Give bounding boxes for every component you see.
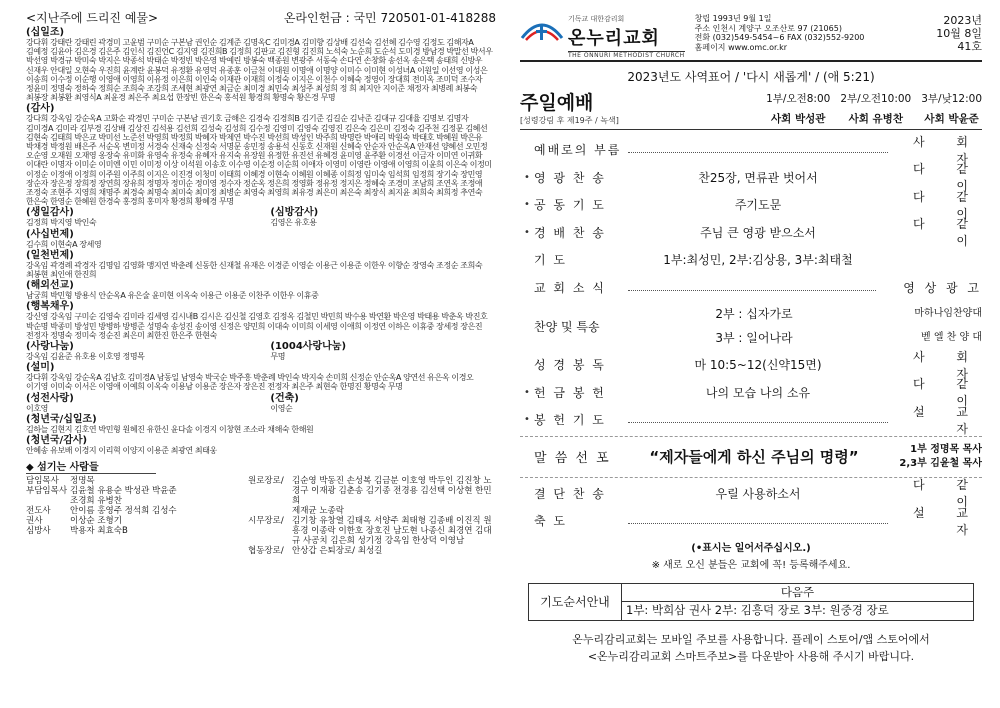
offering-header xyxy=(26,8,496,26)
section-youth-tithe: (청년국/십일조) 김하늘 김현지 김호연 박민형 원혜진 유한신 윤다솔 이경지 이창현 조소라 채해숙 한해원 xyxy=(26,413,314,434)
newcomer-note: ※ 새로 오신 분들은 교회에 꼭! 등록해주세요. xyxy=(651,559,851,571)
church-name-block xyxy=(568,14,685,59)
order-row: 기 도 1부:최성민, 2부:김상용, 3부:최태철 xyxy=(534,253,853,268)
denomination: 기독교 대한감리회 xyxy=(568,15,625,23)
church-address: 창립 1993년 9월 1일 주소 인천시 계양구 오조산로 97 (21065) 전화 (032)549-5454~6 FAX (032)552-9200 홈페이지 www.omc.or.kr xyxy=(694,14,865,52)
section-40: (사십번제) 김수희 이현숙A 장세영 xyxy=(26,228,102,249)
order-row: 축 도 설 교 자 xyxy=(534,505,982,537)
staff-heading: ◆ 섬기는 사람들 xyxy=(26,458,156,474)
order-row: • 경 배 찬 송 주님 큰 영광 받으소서 다 같 이 xyxy=(524,217,982,249)
pair-temple: (성전사랑) 이호영 (건축) 이영순 xyxy=(26,392,299,413)
section-tithe: (십일조) 강다휘 강태란 강태린 곽경미 고윤범 구미순 구본남 권인순 김계준 김명옥C 김미경A 김미향 김상배 김선숙 김선혜 김수영 김정도 김해자A 김예정 김윤아 김은경 김은주 김인식 김진언C 김지영 김진희B 김정희 김판교 김진형 김진희 노석숙 노순희 도순석 도미경 방남경 박말선 박서우 박선영 박경규 박미숙 박지은 박종석 박태순 박정빈 박은영 박예린 방봉숙 백종원 변광주 서동숙 손다연 손창화 송선옥 송은택 송태희 신방우 신재우 안대일 오현숙 우진희 윤계란 윤봉덕 유정환 유영덕 유종훈 이금천 이대원 이명애 이명양 이미수 이미현 이성녀A 이원일 이선영 이성은 이송희 이수정 이순행 이영애 이영희 이유정 이은희 이인숙 이재관 이재희 이정숙 이지은 이천수 이혜숙 정영이 장대희 전미옥 조미덕 조수자 정윤미 정명숙 정하숙 정희순 조희숙 조강희 조세현 최광연 최금순 최미경 최민숙 최성주 최성희 정 희 최지안 지이준 채정자 최병례 최봉숙 최봉장 최봉환 최영식A 최윤경 최은주 최요섭 한장빈 한은숙 홍석원 황경희 황명숙 황은경 무명 xyxy=(26,27,493,103)
offering-title: <지난주에 드리진 예물> xyxy=(26,10,159,25)
section-1000: (일천번제) 강옥임 곽경례 곽경자 김명임 김영화 맹지연 박춘례 신동한 신재철 유재은 이경준 이영순 이용근 이용준 이한우 이향순 장영숙 조정순 조희숙 최봉현 최인애 한진희 xyxy=(26,249,483,280)
service-title: 주일예배 xyxy=(520,92,594,114)
section-thanks: (감사) 강다희 강옥임 강순옥A 고화순 곽경민 구미순 구본남 권기호 금해은 김경숙 김경희B 김기준 김길순 김낙준 김대규 김대율 김명보 김명자 김미경A 김미라 김부경 김상배 김상진 김석용 김선희 김성숙 김성희 김수정 김영미 김영숙 김영진 김은숙 김은미 김정숙 김주천 김정문 김혜선 김현숙 김태희 박은교 박미선 노준선 박영희 박정희 박혜자 박제연 박수진 박선희 박성인 박주희 박명란 박애리 박원숙 박태호 박혜원 박은유 박채경 박정원 배은주 서순옥 변미정 서경숙 신재숙 신정숙 서명문 송민정 송용석 신동호 신재원 신혜숙 안순자 안순옥A 안재선 양혜선 오민정 오순영 오재원 오재영 옹장숙 유미화 유영숙 유정숙 유혜자 유지숙 유장원 유정한 유진선 유혜경 윤미영 윤주환 이경선 이금자 이미연 이귀화 이대란 이명자 이미순 이미엔 이민 이미정 이상 이석원 이송호 이수영 이순정 이순희 이애자 이영미 이영란 이영애 이영희 이윤희 이은숙 이정미 이정순 이정애 이정희 이주원 이주희 이지은 이진경 이청미 이태희 이혜경 이현숙 이혜원 이혜종 이희정 임미숙 임석희 임정희 장기숙 장민영 장순자 장은정 장희정 장연희 장유희 정명자 정미순 정미영 정수자 정순옥 정은희 정영화 정유정 정지은 정혜숙 조경미 조남희 조연옥 조정애 조정숙 조현주 지영희 채명주 최경숙 최명숙 최미숙 최미정 최병순 최영숙 최영희 최유경 최은미 최은숙 최장식 최지윤 최희숙 최희정 추연숙 한은숙 한영순 한혜원 한경숙 홍경희 홍미자 황경희 황혜경 무명 xyxy=(26,103,492,207)
special-music-row: 찬양 및 특송 2부 : 십자가로 3부 : 일어나라 마하나임찬양대 벧 엘 찬 양 대 xyxy=(534,307,982,345)
church-header xyxy=(520,8,982,62)
mobile-bulletin-note: 온누리감리교회는 모바일 주보를 사용합니다. 플레이 스토어/앱 스토어에서 <온누리감리교회 스마트주보>를 다운받아 사용해 주시기 바랍니다. xyxy=(572,632,930,663)
church-name-en: THE ONNURI METHODIST CHURCH xyxy=(568,52,685,59)
standing-note: (•표시는 일어서주십시오.) xyxy=(691,542,811,554)
order-row: 교 회 소 식 영 상 광 고 xyxy=(534,280,982,295)
offering-panel xyxy=(26,8,496,700)
bulletin-date: 2023년 10월 8일 41호 xyxy=(936,14,982,53)
section-seolmi: (설미) 강다휘 강옥임 강순옥A 김남호 김미경A 남동일 남영숙 박국순 박주흥 박춘례 박인숙 박지숙 손미희 신정순 안순옥A 양연선 유은옥 이경오 이기영 이미숙 이서은 이영애 이예희 이옥숙 이용남 이용준 장은자 장은진 전정자 최은주 최현숙 한명진 황명숙 무명 xyxy=(26,362,474,392)
section-youth-thanks: (청년국/감사) 안혜송 유보배 이경지 이리혁 이양지 이용준 최광연 최태웅 xyxy=(26,435,217,456)
sermon-row: 말 씀 선 포 “제자들에게 하신 주님의 명령” 1부 정명목 목사 2,3부 김윤철 목사 xyxy=(520,436,982,478)
service-header xyxy=(520,88,982,130)
order-row: • 헌 금 봉 헌 나의 모습 나의 소유 다 같 이 xyxy=(524,377,982,409)
yearly-theme: 2023년도 사역표어 / '다시 새롭게' / (애 5:21) xyxy=(627,70,875,84)
order-row: 예배로의 부름 사 회 자 xyxy=(534,134,982,166)
service-season: [성령강림 후 제19주 / 녹색] xyxy=(520,116,619,125)
section-happy: (행복채우) 강신영 강옥임 구미순 김영숙 김미라 김세영 김시내B 김시은 김신철 김영호 김정옥 김철민 박민희 박수용 박연환 박은영 박태용 박춘옥 박진호 박순명 박종미 방성민 방병하 방병준 성명숙 송성진 송이영 신정은 양민희 이대숙 이미희 이세영 이애희 이정연 이하은 이휴중 장세정 장은진 전정자 정명숙 정미숙 정순진 최은미 최한진 한은주 한현숙 xyxy=(26,301,488,340)
church-name: 온누리교회 xyxy=(568,28,660,49)
prayer-schedule: 기도순서안내 다음주 1부: 박희삼 권사 2부: 김흥덕 장로 3부: 원중경 장로 xyxy=(528,583,974,621)
church-logo-icon xyxy=(520,18,564,48)
service-times: 1부/오전8:00 사회 박성관 2부/오전10:00 사회 유병찬 3부/낮12:00 사회 박윤준 xyxy=(766,93,982,125)
order-row: • 봉 헌 기 도 설 교 자 xyxy=(524,404,982,436)
sermon-title: “제자들에게 하신 주님의 명령” xyxy=(649,448,859,466)
pair-birthday-visit: (생일감사) 김정희 박지영 박인숙 (심방감사) 김영은 유호용 xyxy=(26,207,319,228)
staff-list: 담임목사 정명목 부담임목사 김윤철 유용순 박성관 박윤준 조경희 유병찬 전도사 안이름 홍영주 정석희 김성수 권사 이상순 조형기 심방사 박용자 최효숙B 원로장로/ 김순영 박동진 손성복 김금분 이호영 박두인 김진창 노경구 이재광 김춘송 김기종 전경용 김선택 이상현 한민희 제재균 노종락 시무장로/ 김기창 유창열 김태옥 서양주 최태형 김종배 이진직 원흥경 이종락 이한호 장호진 남도현 나종신 최경연 김대규 사공치 김은희 성기정 강옥임 한상덕 이영남 협동장로/ 안상갑 은퇴장로/ 최성길 xyxy=(26,476,492,557)
worship-panel xyxy=(520,8,982,700)
order-row: 결 단 찬 송 우릴 사용하소서 다 같 이 xyxy=(534,478,982,510)
order-of-worship xyxy=(520,136,982,535)
order-row: 성 경 봉 독 마 10:5~12(신약15면) 사 회 자 xyxy=(534,349,982,381)
pair-love: (사랑나눔) 강옥임 김윤준 유호용 이호영 정명목 (1004사랑나눔) 무명 xyxy=(26,341,347,362)
online-account: 온라인헌금 : 국민 720501-01-418288 xyxy=(283,10,496,25)
order-row: • 공 동 기 도 주기도문 다 같 이 xyxy=(524,189,982,221)
section-mission: (해외선교) 남궁희 박민형 방용식 안순옥A 유은술 윤미현 이옥숙 이용근 이용준 이찬주 이한우 이휴중 xyxy=(26,280,319,301)
order-row: • 영 광 찬 송 찬25장, 면류관 벗어서 다 같 이 xyxy=(524,162,982,194)
